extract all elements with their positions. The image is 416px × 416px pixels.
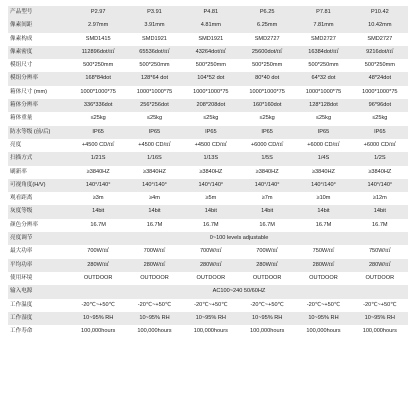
spanning-cell: 0~100 levels adjustable [70,232,408,245]
table-row [8,179,408,192]
table-cell: +4500 CD/㎡ [70,139,126,152]
table-cell: 1000*1000*75 [239,86,295,99]
table-cell: 700W/㎡ [183,245,239,258]
row-label: 亮度 [8,139,70,152]
table-cell: 100,000hours [70,325,126,338]
table-cell: SMD1415 [70,33,126,46]
table-cell: 10~95% RH [295,312,351,325]
row-label: 亮度调节 [8,232,70,245]
table-cell: 96*96dot [352,99,408,112]
table-cell: -20℃~+50℃ [239,299,295,312]
table-cell: +4500 CD/㎡ [126,139,182,152]
table-cell: OUTDOOR [126,272,182,285]
table-cell: 10~95% RH [183,312,239,325]
table-cell: 16.7M [295,219,351,232]
table-row [8,126,408,139]
table-cell: 1/16S [126,152,182,165]
table-cell: ≤25kg [70,112,126,125]
row-label: 像素间距 [8,19,70,32]
table-row [8,192,408,205]
table-row [8,19,408,32]
table-cell: 4.81mm [183,19,239,32]
table-cell: 3.91mm [126,19,182,32]
table-cell: ≤25kg [239,112,295,125]
table-cell: 128*128dot [295,99,351,112]
table-cell: 10.42mm [352,19,408,32]
table-cell: ≤25kg [126,112,182,125]
table-cell: IP65 [239,126,295,139]
table-cell: 1/21S [70,152,126,165]
table-cell: SMD1921 [183,33,239,46]
table-cell: +6000 CD/㎡ [352,139,408,152]
table-cell: -20℃~+50℃ [183,299,239,312]
table-cell: 280W/㎡ [295,259,351,272]
table-cell: SMD1921 [126,33,182,46]
table-cell: ≥3840HZ [70,166,126,179]
table-cell: 160*160dot [239,99,295,112]
table-cell: 140°/140° [239,179,295,192]
model-header: P10.42 [352,6,408,19]
table-cell: ≥3840HZ [352,166,408,179]
table-row [8,285,408,298]
table-cell: ≥12m [352,192,408,205]
table-cell: OUTDOOR [352,272,408,285]
table-row [8,232,408,245]
table-row [8,46,408,59]
row-label: 灰度等级 [8,205,70,218]
row-label: 防水等级 (前/后) [8,126,70,139]
table-cell: 14bit [352,205,408,218]
header-row [8,6,408,19]
table-cell: ≥3840HZ [183,166,239,179]
table-cell: 100,000hours [126,325,182,338]
table-cell: ≥4m [126,192,182,205]
table-cell: 104*52 dot [183,72,239,85]
table-cell: 10~95% RH [126,312,182,325]
table-cell: 280W/㎡ [239,259,295,272]
table-cell: 48*24dot [352,72,408,85]
table-row [8,205,408,218]
table-cell: 2.97mm [70,19,126,32]
table-row [8,312,408,325]
table-cell: 280W/㎡ [126,259,182,272]
table-cell: 140°/140° [183,179,239,192]
table-cell: 140°/140° [295,179,351,192]
table-cell: 168*84dot [70,72,126,85]
row-label: 箱体分辨率 [8,99,70,112]
table-row [8,139,408,152]
table-cell: OUTDOOR [70,272,126,285]
table-cell: -20℃~+50℃ [352,299,408,312]
row-label: 模组分辨率 [8,72,70,85]
table-row [8,112,408,125]
table-cell: 700W/㎡ [239,245,295,258]
table-cell: ≤25kg [295,112,351,125]
table-row [8,299,408,312]
table-cell: SMD2727 [352,33,408,46]
table-cell: 6.25mm [239,19,295,32]
table-cell: 1/4S [295,152,351,165]
table-cell: 700W/㎡ [70,245,126,258]
table-row [8,166,408,179]
table-cell: ≤25kg [352,112,408,125]
model-header: P3.91 [126,6,182,19]
table-cell: 14bit [295,205,351,218]
model-header: P7.81 [295,6,351,19]
table-cell: 1000*1000*75 [352,86,408,99]
table-cell: SMD2727 [239,33,295,46]
model-header: P4.81 [183,6,239,19]
table-row [8,219,408,232]
table-cell: 43264dot/㎡ [183,46,239,59]
table-cell: 500*250mm [183,59,239,72]
table-cell: 1/5S [239,152,295,165]
table-cell: ≥3840HZ [239,166,295,179]
table-row [8,33,408,46]
table-row [8,152,408,165]
table-cell: -20℃~+50℃ [295,299,351,312]
row-label: 工作寿命 [8,325,70,338]
row-label: 使用环境 [8,272,70,285]
header-label: 产品型号 [8,6,70,19]
row-label: 箱体尺寸 (mm) [8,86,70,99]
table-cell: 1000*1000*75 [126,86,182,99]
table-cell: 336*336dot [70,99,126,112]
table-cell: 14bit [70,205,126,218]
table-cell: 750W/㎡ [295,245,351,258]
table-cell: 65536dot/㎡ [126,46,182,59]
table-cell: 16384dot/㎡ [295,46,351,59]
table-cell: IP65 [295,126,351,139]
table-cell: 14bit [239,205,295,218]
model-header: P6.25 [239,6,295,19]
row-label: 刷新率 [8,166,70,179]
table-cell: 700W/㎡ [126,245,182,258]
table-cell: 100,000hours [239,325,295,338]
table-cell: 500*250mm [70,59,126,72]
table-cell: 100,000hours [183,325,239,338]
spanning-cell: AC100~240 50/60HZ [70,285,408,298]
table-cell: 100,000hours [295,325,351,338]
row-label: 平均功率 [8,259,70,272]
table-cell: -20℃~+50℃ [126,299,182,312]
table-cell: 9216dot/㎡ [352,46,408,59]
table-cell: OUTDOOR [239,272,295,285]
table-cell: ≥7m [239,192,295,205]
table-cell: 140°/140° [126,179,182,192]
table-cell: 16.7M [352,219,408,232]
table-cell: 140°/140° [70,179,126,192]
row-label: 观看距离 [8,192,70,205]
table-cell: 500*250mm [352,59,408,72]
table-cell: 16.7M [70,219,126,232]
row-label: 最大功率 [8,245,70,258]
spec-body [8,19,408,338]
table-cell: 500*250mm [295,59,351,72]
table-cell: IP65 [70,126,126,139]
table-cell: 64*32 dot [295,72,351,85]
row-label: 像素密度 [8,46,70,59]
table-cell: 500*250mm [239,59,295,72]
table-cell: 16.7M [126,219,182,232]
table-cell: ≥3840HZ [295,166,351,179]
table-cell: 256*256dot [126,99,182,112]
table-cell: 80*40 dot [239,72,295,85]
table-cell: ≥3840HZ [126,166,182,179]
table-row [8,59,408,72]
table-cell: 750W/㎡ [352,245,408,258]
row-label: 像素构成 [8,33,70,46]
table-cell: 280W/㎡ [70,259,126,272]
table-cell: 1000*1000*75 [183,86,239,99]
table-cell: SMD2727 [295,33,351,46]
table-cell: 128*64 dot [126,72,182,85]
table-cell: 14bit [126,205,182,218]
table-row [8,72,408,85]
spec-table [8,6,408,338]
model-header: P2.97 [70,6,126,19]
table-row [8,259,408,272]
table-cell: OUTDOOR [183,272,239,285]
table-cell: 1/2S [352,152,408,165]
table-cell: ≥3m [70,192,126,205]
row-label: 输入电源 [8,285,70,298]
table-row [8,272,408,285]
table-row [8,245,408,258]
table-cell: 16.7M [239,219,295,232]
table-cell: 280W/㎡ [352,259,408,272]
table-cell: IP65 [352,126,408,139]
row-label: 工作温度 [8,299,70,312]
table-row [8,325,408,338]
table-cell: 1000*1000*75 [295,86,351,99]
table-cell: 16.7M [183,219,239,232]
table-row [8,86,408,99]
row-label: 扫描方式 [8,152,70,165]
row-label: 箱体重量 [8,112,70,125]
table-row [8,99,408,112]
table-cell: IP65 [183,126,239,139]
row-label: 模组尺寸 [8,59,70,72]
row-label: 颜色分辨率 [8,219,70,232]
table-cell: +6000 CD/㎡ [295,139,351,152]
table-cell: IP65 [126,126,182,139]
table-cell: ≤25kg [183,112,239,125]
table-cell: ≥10m [295,192,351,205]
table-cell: 140°/140° [352,179,408,192]
table-cell: 10~95% RH [70,312,126,325]
table-cell: +6000 CD/㎡ [239,139,295,152]
table-cell: 14bit [183,205,239,218]
table-cell: -20℃~+50℃ [70,299,126,312]
table-cell: 25600dot/㎡ [239,46,295,59]
table-cell: 10~95% RH [239,312,295,325]
table-cell: 1/13S [183,152,239,165]
table-cell: 112896dot/㎡ [70,46,126,59]
table-cell: +4500 CD/㎡ [183,139,239,152]
table-cell: OUTDOOR [295,272,351,285]
table-cell: 10~95% RH [352,312,408,325]
table-cell: 7.81mm [295,19,351,32]
row-label: 可视角度(H/V) [8,179,70,192]
spec-sheet [8,6,408,338]
table-cell: 100,000hours [352,325,408,338]
row-label: 工作湿度 [8,312,70,325]
table-cell: 1000*1000*75 [70,86,126,99]
table-cell: 500*250mm [126,59,182,72]
table-cell: ≥5m [183,192,239,205]
table-cell: 208*208dot [183,99,239,112]
table-cell: 280W/㎡ [183,259,239,272]
